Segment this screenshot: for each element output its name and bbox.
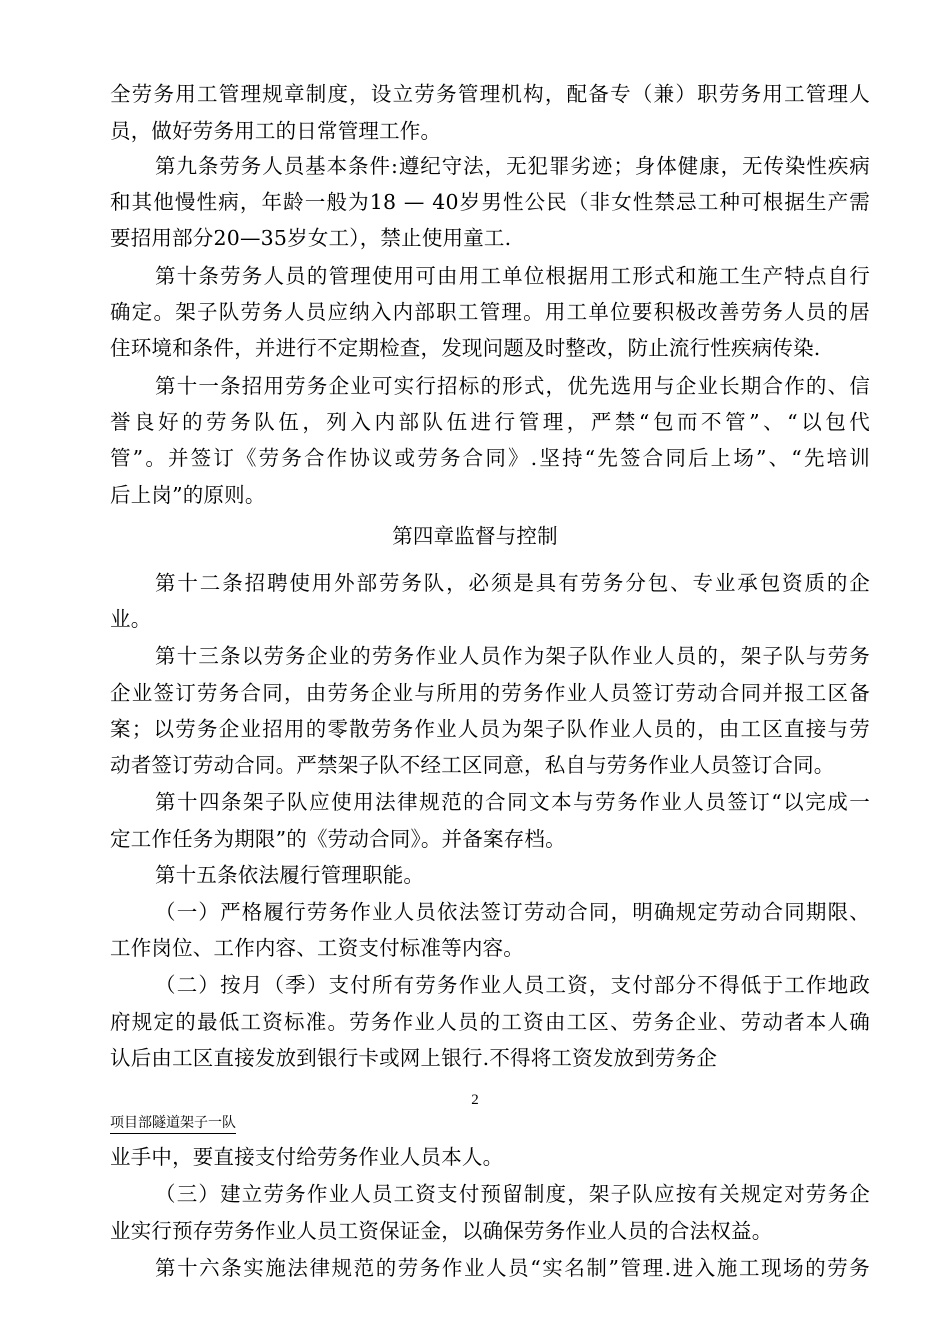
article-13-line-3: 案；以劳务企业招用的零散劳务作业人员为架子队作业人员的，由工区直接与劳	[110, 717, 870, 741]
page-header: 项目部隧道架子一队	[110, 1113, 236, 1134]
chapter-title: 第四章监督与控制	[392, 524, 558, 548]
article-9-line-1: 第九条劳务人员基本条件:遵纪守法，无犯罪劣迹；身体健康，无传染性疾病	[155, 154, 870, 178]
article-10-line-1: 第十条劳务人员的管理使用可由用工单位根据用工形式和施工生产特点自行	[155, 264, 870, 288]
article-11-line-3: 管”。并签订《劳务合作协议或劳务合同》.坚持“先签合同后上场”、“先培训	[110, 446, 870, 470]
article-10-line-3: 住环境和条件，并进行不定期检查，发现问题及时整改，防止流行性疾病传染.	[110, 336, 821, 360]
article-9-line-2: 和其他慢性病，年龄一般为18 — 40岁男性公民（非女性禁忌工种可根据生产需	[110, 190, 870, 214]
item-1-line-2: 工作岗位、工作内容、工资支付标准等内容。	[110, 936, 524, 960]
item-3-line-2: 业实行预存劳务作业人员工资保证金，以确保劳务作业人员的合法权益。	[110, 1219, 773, 1243]
article-12-line-1: 第十二条招聘使用外部劳务队，必须是具有劳务分包、专业承包资质的企	[155, 571, 870, 595]
item-3-line-1: （三）建立劳务作业人员工资支付预留制度，架子队应按有关规定对劳务企	[155, 1182, 870, 1206]
article-11-line-2: 誉良好的劳务队伍，列入内部队伍进行管理，严禁“包而不管”、“以包代	[110, 410, 870, 434]
item-2-line-2: 府规定的最低工资标准。劳务作业人员的工资由工区、劳务企业、劳动者本人确	[110, 1010, 870, 1034]
next-page-line-1: 业手中，要直接支付给劳务作业人员本人。	[110, 1145, 504, 1169]
article-10-line-2: 确定。架子队劳务人员应纳入内部职工管理。用工单位要积极改善劳务人员的居	[110, 300, 870, 324]
article-13-line-1: 第十三条以劳务企业的劳务作业人员作为架子队作业人员的，架子队与劳务	[155, 644, 870, 668]
page-number: 2	[471, 1092, 479, 1108]
item-1-line-1: （一）严格履行劳务作业人员依法签订劳动合同，明确规定劳动合同期限、	[155, 900, 870, 924]
article-12-line-2: 业。	[110, 607, 152, 631]
article-15-line-1: 第十五条依法履行管理职能。	[155, 863, 425, 887]
article-9-line-3: 要招用部分20—35岁女工），禁止使用童工.	[110, 226, 512, 250]
article-11-line-1: 第十一条招用劳务企业可实行招标的形式，优先选用与企业长期合作的、信	[155, 374, 870, 398]
item-2-line-1: （二）按月（季）支付所有劳务作业人员工资，支付部分不得低于工作地政	[155, 973, 870, 997]
paragraph-line: 员，做好劳务用工的日常管理工作。	[110, 119, 442, 143]
article-14-line-2: 定工作任务为期限”的《劳动合同》。并备案存档。	[110, 827, 566, 851]
item-2-line-3: 认后由工区直接发放到银行卡或网上银行.不得将工资发放到劳务企	[110, 1046, 718, 1070]
paragraph-line: 全劳务用工管理规章制度，设立劳务管理机构，配备专（兼）职劳务用工管理人	[110, 82, 870, 106]
article-11-line-4: 后上岗”的原则。	[110, 483, 266, 507]
article-14-line-1: 第十四条架子队应使用法律规范的合同文本与劳务作业人员签订“以完成一	[155, 790, 870, 814]
article-13-line-2: 企业签订劳务合同，由劳务企业与所用的劳务作业人员签订劳动合同并报工区备	[110, 681, 870, 705]
article-16-line-1: 第十六条实施法律规范的劳务作业人员“实名制”管理.进入施工现场的劳务	[155, 1256, 870, 1280]
article-13-line-4: 动者签订劳动合同。严禁架子队不经工区同意，私自与劳务作业人员签订合同。	[110, 753, 835, 777]
